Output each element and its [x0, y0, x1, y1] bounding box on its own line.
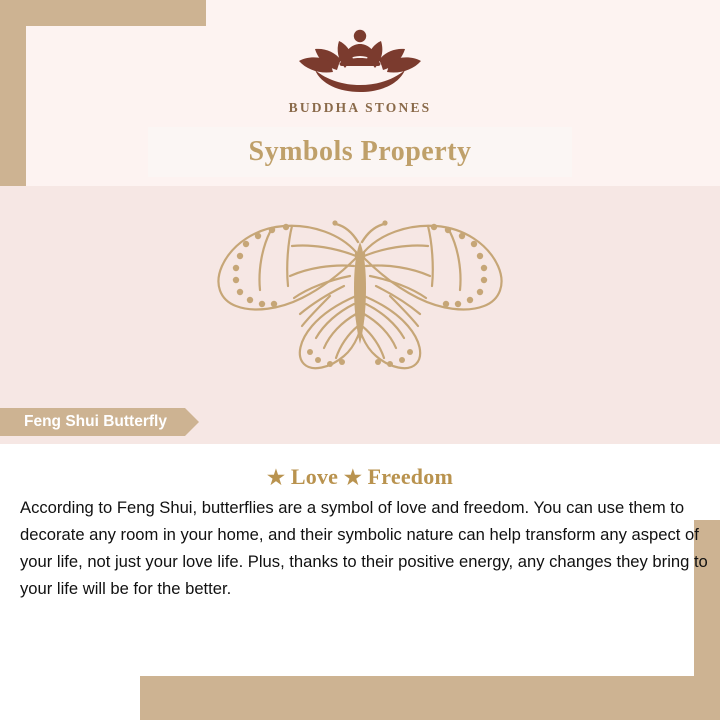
ribbon-label: [0, 408, 185, 436]
brand-logo: [0, 24, 720, 116]
body-paragraph: According to Feng Shui, butterflies are a symbol of love and freedom. You can use them to decorate any room in your home, and their symbolic nature can help transform any aspect of your life, not just your love life. Plus, thanks to their positive energy, any changes they bring to your life will be for the better.: [20, 498, 708, 598]
butterfly-icon: [210, 387, 510, 404]
corner-cut-bottom-left: [0, 676, 140, 720]
butterfly-illustration: [0, 200, 720, 405]
section-subtitle: [0, 464, 720, 490]
subtitle-text-love: Love: [290, 464, 339, 489]
star-icon-right: ★: [343, 467, 362, 489]
brand-name: BUDDHA STONES: [288, 100, 432, 115]
page-title: Symbols Property: [248, 136, 472, 167]
title-band: [148, 127, 572, 177]
corner-accent-top: [0, 0, 206, 26]
ribbon-label-text: Feng Shui Butterfly: [24, 413, 167, 430]
subtitle-text-freedom: Freedom: [367, 464, 453, 489]
lotus-meditation-icon: [0, 24, 720, 96]
star-icon-left: ★: [267, 467, 286, 489]
